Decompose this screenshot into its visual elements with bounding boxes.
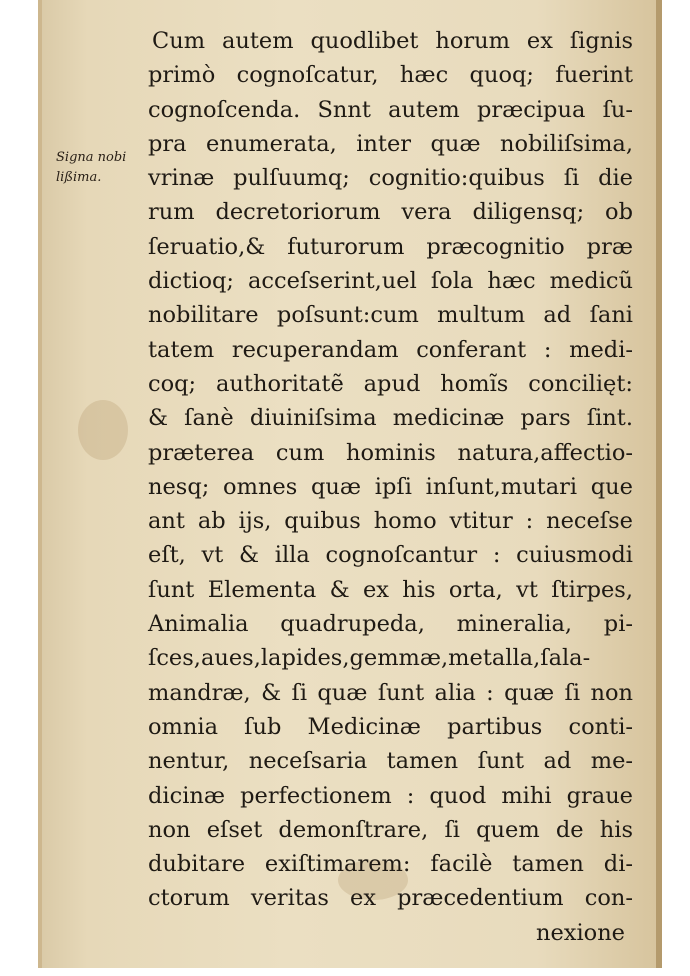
text-line: Animalia quadrupeda, mineralia, pi- <box>148 611 633 638</box>
text-line: dubitare exiſtimarem: facilè tamen di- <box>148 851 633 878</box>
text-line: tatem recuperandam conferant : medi- <box>148 336 633 363</box>
text-line: ant ab ijs, quibus homo vtitur : neceſse <box>148 508 633 535</box>
paper-stain <box>78 400 128 460</box>
catchword: nexione <box>535 919 625 946</box>
text-line: & ſanè diuiniſsima medicinæ pars ſint. <box>148 405 633 432</box>
text-line: nentur, neceſsaria tamen ſunt ad me- <box>148 748 633 775</box>
body-text <box>148 24 633 950</box>
page-left-edge <box>38 0 42 968</box>
text-line: primò cognoſcatur, hæc quoq; fuerint <box>148 62 633 89</box>
text-line: dictioq; acceſserint,uel ſola hæc medicũ <box>148 268 633 295</box>
page-right-edge <box>656 0 662 968</box>
text-line: ſces,aues,lapides,gemmæ,metalla,ſala- <box>148 645 591 672</box>
marginal-note-line: lißima. <box>56 170 102 185</box>
text-line: vrinæ pulſuumq; cognitio:quibus ſi die <box>148 165 633 192</box>
text-line: ſunt Elementa & ex his orta, vt ſtirpes, <box>148 576 633 603</box>
text-line: eſt, vt & illa cognoſcantur : cuiusmodi <box>148 542 633 569</box>
text-line: non eſset demonſtrare, ſi quem de his <box>148 816 633 843</box>
text-line: mandræ, & ſi quæ ſunt alia : quæ ſi non <box>148 679 633 706</box>
text-line: nesq; omnes quæ ipſi inſunt,mutari que <box>148 473 633 500</box>
text-line: ſeruatio,& futurorum præcognitio præ <box>148 233 633 260</box>
text-line: præterea cum hominis natura,affectio- <box>148 439 633 466</box>
text-line: omnia ſub Medicinæ partibus conti- <box>148 713 633 740</box>
marginal-note <box>56 148 126 188</box>
book-page <box>38 0 662 968</box>
text-line: ctorum veritas ex præcedentium con- <box>148 885 633 912</box>
text-line: nobilitare poſsunt:cum multum ad ſani <box>148 302 633 329</box>
text-line: cognoſcenda. Snnt autem præcipua ſu- <box>148 96 633 123</box>
text-line: Cum autem quodlibet horum ex ſignis <box>152 28 633 54</box>
text-line: dicinæ perfectionem : quod mihi graue <box>148 782 633 809</box>
text-line: rum decretoriorum vera diligensq; ob <box>148 199 633 226</box>
marginal-note-line: Signa nobi <box>56 150 127 165</box>
text-line: pra enumerata, inter quæ nobiliſsima, <box>148 130 633 157</box>
text-line: coq; authoritatẽ apud homĩs concilięt: <box>148 370 633 397</box>
